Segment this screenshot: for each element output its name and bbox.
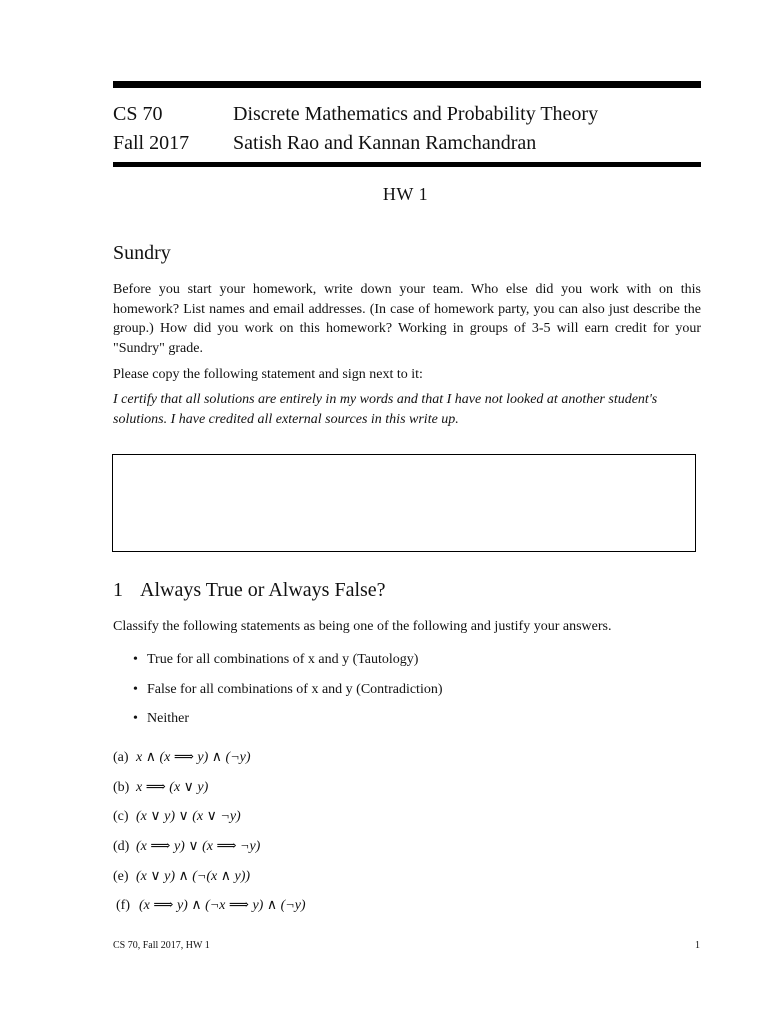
problem-1-title: Always True or Always False? xyxy=(140,579,386,601)
page-number: 1 xyxy=(695,940,700,951)
bullet-icon: • xyxy=(133,711,138,726)
classification-list xyxy=(133,650,443,739)
item-label: (c) xyxy=(113,809,129,825)
item-expression: (x ⟹ y) ∧ (¬x ⟹ y) ∧ (¬y) xyxy=(139,898,306,914)
header-bottom-rule xyxy=(113,162,701,167)
item-label: (f) xyxy=(116,898,130,914)
problem-1-heading xyxy=(113,577,386,603)
footer-running-title: CS 70, Fall 2017, HW 1 xyxy=(113,940,210,951)
list-item xyxy=(113,896,306,926)
list-item xyxy=(113,837,306,867)
item-label: (a) xyxy=(113,750,129,765)
list-item xyxy=(113,748,306,778)
statement-items xyxy=(113,748,306,926)
item-label: (e) xyxy=(113,868,129,884)
item-expression: (x ⟹ y) ∨ (x ⟹ ¬y) xyxy=(136,839,261,855)
item-expression: (x ∨ y) ∧ (¬(x ∧ y)) xyxy=(136,868,251,884)
item-expression: (x ∨ y) ∨ (x ∨ ¬y) xyxy=(136,809,241,825)
bullet-text: Neither xyxy=(147,711,189,726)
sundry-intro: Before you start your homework, write down your team. Who else did you work with on this homework? List names and email addresses. (In case of homework party, you can also just describe the group.) How did you work on this homework? Working in groups of 3-5 will earn credit for your "Sundry" grade. xyxy=(113,282,701,356)
homework-title: HW 1 xyxy=(382,184,429,204)
sundry-heading: Sundry xyxy=(113,242,171,264)
course-term: Fall 2017 xyxy=(113,132,190,154)
bullet-icon: • xyxy=(133,652,138,667)
certification-statement: I certify that all solutions are entirely in my words and that I have not looked at another student's solutions. I have credited all external sources in this write up. xyxy=(113,392,658,427)
list-item xyxy=(133,650,443,680)
problem-1-intro: Classify the following statements as being one of the following and justify your answers. xyxy=(113,619,612,634)
header-course-block xyxy=(113,100,189,158)
item-expression: x ⟹ (x ∨ y) xyxy=(136,779,209,795)
item-label: (d) xyxy=(113,839,130,855)
signature-box[interactable] xyxy=(112,454,696,552)
header-top-rule xyxy=(113,81,701,88)
course-instructors: Satish Rao and Kannan Ramchandran xyxy=(233,132,537,154)
item-label: (b) xyxy=(113,779,130,795)
bullet-text: False for all combinations of x and y (Contradiction) xyxy=(147,681,443,697)
list-item xyxy=(133,680,443,710)
bullet-text: True for all combinations of x and y (Tautology) xyxy=(147,652,419,667)
header-title-block xyxy=(233,100,598,158)
course-code: CS 70 xyxy=(113,103,163,125)
problem-1-number: 1 xyxy=(113,579,123,601)
course-title: Discrete Mathematics and Probability Theory xyxy=(233,103,599,125)
list-item xyxy=(113,807,306,837)
list-item xyxy=(133,709,443,739)
list-item xyxy=(113,778,306,808)
copy-instruction: Please copy the following statement and sign next to it: xyxy=(113,367,423,382)
bullet-icon: • xyxy=(133,681,138,697)
list-item xyxy=(113,867,306,897)
item-expression: x ∧ (x ⟹ y) ∧ (¬y) xyxy=(136,750,251,765)
